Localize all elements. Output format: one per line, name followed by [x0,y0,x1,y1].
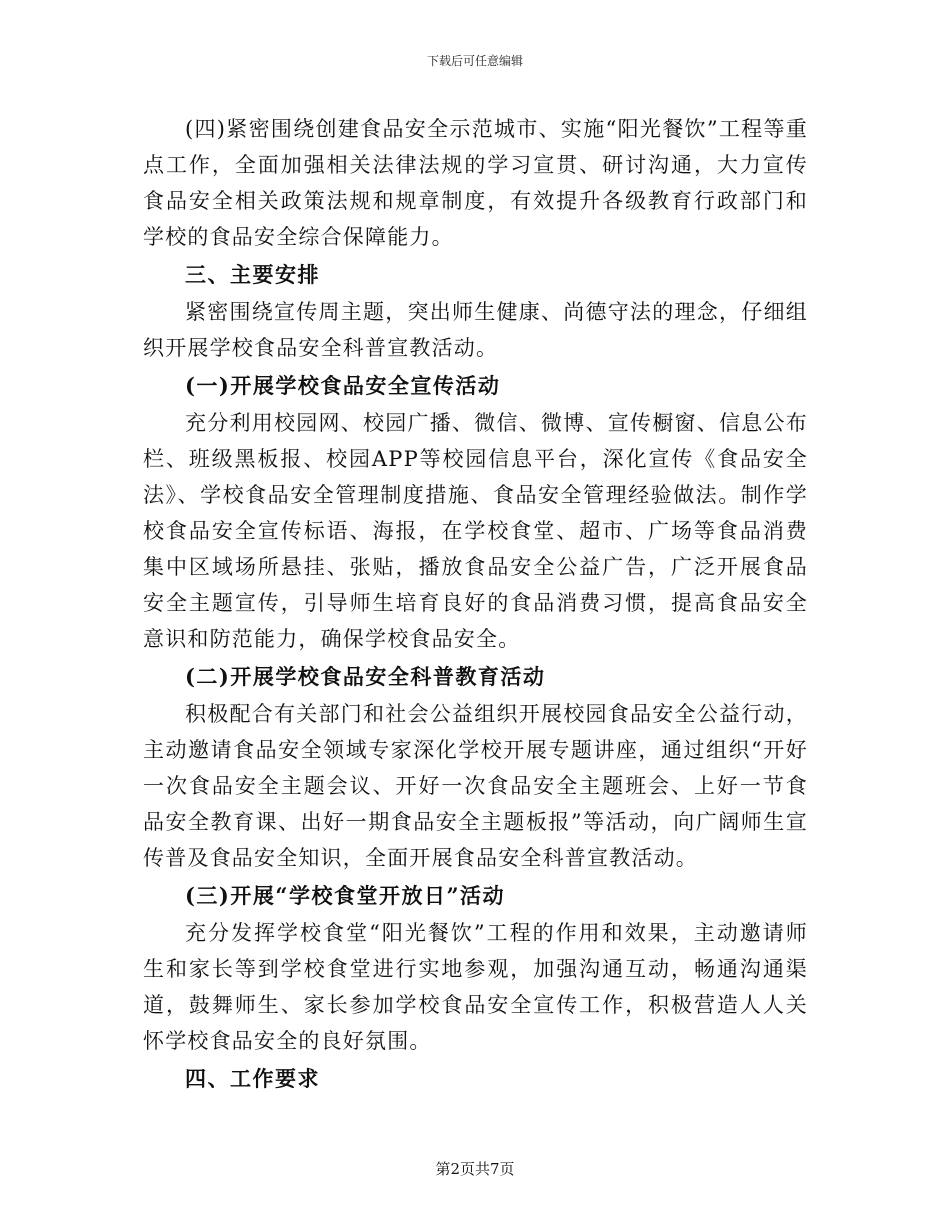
paragraph-arrangements-intro: 紧密围绕宣传周主题，突出师生健康、尚德守法的理念，仔细组织开展学校食品安全科普宣教活动。 [143,300,808,360]
paragraph-publicity-activities: 充分利用校园网、校园广播、微信、微博、宣传橱窗、信息公布栏、班级黑板报、校园APP等校园信息平台，深化宣传《食品安全法》、学校食品安全管理制度措施、食品安全管理经验做法。制作学校食品安全宣传标语、海报，在学校食堂、超市、广场等食品消费集中区域场所悬挂、张贴，播放食品安全公益广告，广泛开展食品安全主题宣传，引导师生培育良好的食品消费习惯，提高食品安全意识和防范能力，确保学校食品安全。 [143,411,808,651]
document-body [143,111,808,1098]
page-number: 第2页共7页 [435,1160,515,1178]
paragraph-section-4-item: (四)紧密围绕创建食品安全示范城市、实施“阳光餐饮”工程等重点工作，全面加强相关法律法规的学习宣贯、研讨沟通，大力宣传食品安全相关政策法规和规章制度，有效提升各级教育行政部门和学校的食品安全综合保障能力。 [143,117,808,249]
paragraph-canteen-open-day: 充分发挥学校食堂“阳光餐饮”工程的作用和效果，主动邀请师生和家长等到学校食堂进行实地参观，加强沟通互动，畅通沟通渠道，鼓舞师生、家长参加学校食品安全宣传工作，积极营造人人关怀学校食品安全的良好氛围。 [143,921,808,1053]
heading-canteen-open-day: (三)开展“学校食堂开放日”活动 [185,882,506,908]
heading-work-requirements: 四、工作要求 [185,1065,320,1091]
page-header: 下载后可任意编辑 [426,54,523,68]
heading-publicity-activities: (一)开展学校食品安全宣传活动 [185,372,501,398]
heading-science-education: (二)开展学校食品安全科普教育活动 [185,663,546,689]
heading-main-arrangements: 三、主要安排 [185,261,320,287]
paragraph-science-education: 积极配合有关部门和社会公益组织开展校园食品安全公益行动，主动邀请食品安全领域专家深化学校开展专题讲座，通过组织“开好一次食品安全主题会议、开好一次食品安全主题班会、上好一节食品安全教育课、出好一期食品安全主题板报”等活动，向广阔师生宣传普及食品安全知识，全面开展食品安全科普宣教活动。 [143,702,808,870]
